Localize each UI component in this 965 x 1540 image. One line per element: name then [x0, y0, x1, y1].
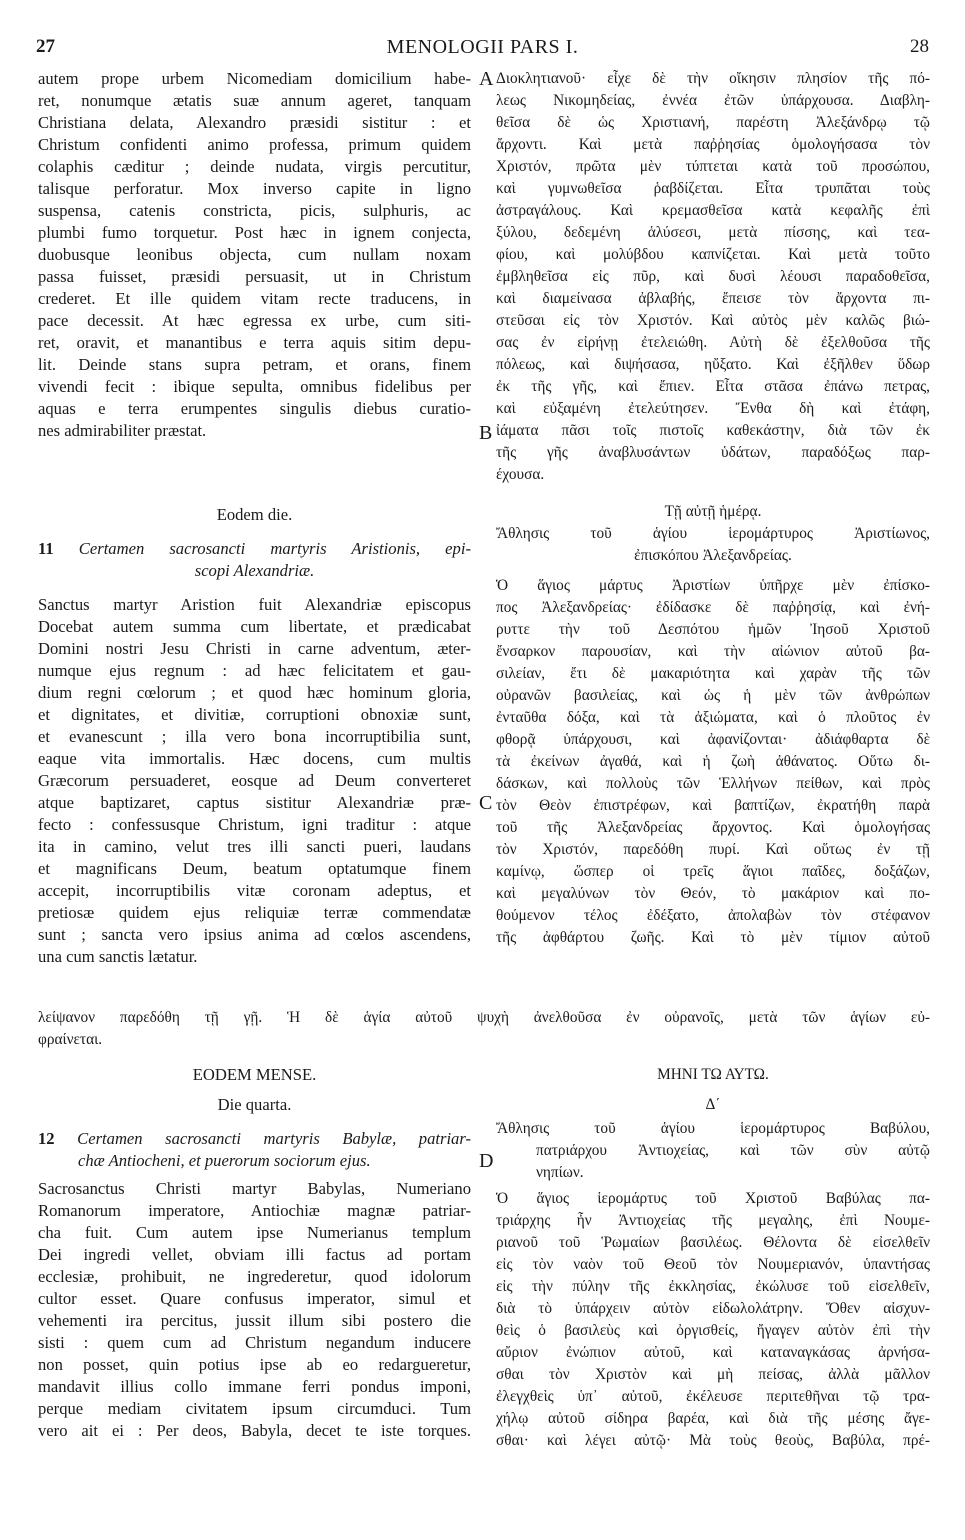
text-line: καὶ γυμνωθεῖσα ῥαβδίζεται. Εἶτα τρυπᾶται τοὺς [496, 180, 930, 197]
latin-paragraph-3 [38, 1178, 471, 1442]
text-line: pretiosæ quidem ejus reliquiæ terræ commendatæ [38, 903, 471, 922]
text-line: Docebat autem summa cum libertate, et prædicabat [38, 617, 471, 636]
text-line: ἰάματα πᾶσι τοῖς πιστοῖς καθεκάστην, διὰ τῶν ἐκ [496, 422, 930, 439]
text-line: ἐκ τῆς γῆς, καὶ ἔπιεν. Εἶτα στᾶσα ἐπάνω πετρας, [496, 378, 930, 395]
text-line: dium regni cœlorum ; et quod hæc hominum gloria, [38, 683, 471, 702]
text-line: Dei ingredi vellet, obviam illi factus ad portam [38, 1245, 471, 1264]
greek-spanning-line: φραίνεται. [38, 1031, 103, 1048]
text-line: θεῖσα δὲ ὡς Χριστιανή, παρέστη Ἀλεξάνδρῳ τῷ [496, 114, 930, 131]
text-line: nes admirabiliter præstat. [38, 421, 207, 440]
right-page-number: 28 [910, 36, 929, 57]
text-line: plumbi fumo torquetur. Post hæc in ignem conjecta, [38, 223, 471, 242]
running-header [36, 36, 929, 62]
text-line: ριανοῦ τοῦ Ῥωμαίων βασιλέως. Θέλοντα δὲ εἰσελθεῖν [496, 1234, 930, 1251]
greek-paragraph-1 [496, 68, 930, 486]
text-line: crederet. Et ille quidem vitam recte traducens, in [38, 289, 471, 308]
latin-paragraph-1 [38, 68, 471, 442]
text-line: στεῦσαι εἰς τὸν Χριστόν. Καὶ αὐτὸς μὲν καλῶς βιώ- [496, 312, 930, 329]
text-line: τὸν Θεὸν ἐπιστρέφων, καὶ βαπτίζων, ἐκρατήθη παρὰ [496, 797, 930, 814]
text-line: ἐμβληθεῖσα εἰς πῦρ, καὶ δυσὶ λέουσι παραδοθεῖσα, [496, 268, 930, 285]
text-line: Christum confidenti animo professa, primum quidem [38, 135, 471, 154]
text-line: una cum sanctis lætatur. [38, 947, 198, 966]
text-line: mandavit illius collo immane ferri pondus imponi, [38, 1377, 471, 1396]
section-number: 12 [38, 1129, 55, 1148]
latin-eodem-die-heading: Eodem die. [216, 505, 293, 524]
text-line: Romanorum imperatore, Antiochiæ magnæ patriar- [38, 1201, 471, 1220]
section-title-line: Certamen sacrosancti martyris Babylæ, patriar- [77, 1129, 471, 1148]
text-line: lit. Deinde stans supra petram, et orans, finem [38, 355, 471, 374]
latin-die-quarta-heading: Die quarta. [217, 1095, 292, 1114]
text-line: numque ejus regnum : ad hæc felicitatem et gau- [38, 661, 471, 680]
text-line: θούμενον τέλος ἐδέξατο, ἀπολαβὼν τὸν στέφανον [496, 907, 930, 924]
text-line: φθορᾷ ὑπάρχουσι, καὶ ἀφανίζονται· ἀδιάφθαρτα δὲ [496, 731, 930, 748]
text-line: Ὁ ἅγιος ἱερομάρτυς τοῦ Χριστοῦ Βαβύλας πα- [496, 1190, 930, 1207]
text-line: τοῦ τῆς Ἀλεξανδρείας ἄρχοντος. Καὶ ὁμολογήσας [496, 819, 930, 836]
section-title-line: νηπίων. [536, 1164, 584, 1181]
text-line: Ὁ ἅγιος μάρτυς Ἀριστίων ὑπῆρχε μὲν ἐπίσκο- [496, 577, 930, 594]
section-title-line: Ἄθλησις τοῦ ἁγίου ἱερομάρτυρος Ἀριστίωνος, [496, 525, 930, 542]
text-line: φίου, καὶ μολύβδου καπνίζεται. Καὶ μετὰ τοῦτο [496, 246, 930, 263]
text-line: non posset, quin potius ipse ab eo redargueretur, [38, 1355, 471, 1374]
text-line: colaphis cæditur ; deinde nudata, virgis percutitur, [38, 157, 471, 176]
text-line: atque baptizaret, captus sistitur Alexandriæ præ- [38, 793, 471, 812]
text-line: Χριστόν, πρῶτα μὲν τύπτεται κατὰ τοῦ προσώπου, [496, 158, 930, 175]
text-line: cha fuit. Cum autem ipse Numerianus templum [38, 1223, 471, 1242]
text-line: ita in camino, velut tres illi sancti pueri, laudans [38, 837, 471, 856]
latin-eodem-mense-heading: EODEM MENSE. [192, 1065, 317, 1084]
text-line: θεὶς ὁ βασιλεὺς καὶ ὀργισθείς, ἤγαγεν αὐτὸν ἐπὶ τὴν [496, 1322, 930, 1339]
text-line: ret, oravit, et manantibus e terra aquis sitim depu- [38, 333, 471, 352]
text-line: Sanctus martyr Aristion fuit Alexandriæ episcopus [38, 595, 471, 614]
margin-letter-d: D [479, 1150, 494, 1172]
text-line: πόλεως, καὶ διψήσασα, ηὔξατο. Καὶ ἐξῆλθεν ὕδωρ [496, 356, 930, 373]
greek-spanning-line: λείψανον παρεδόθη τῇ γῇ. Ἡ δὲ ἁγία αὐτοῦ ψυχὴ ἀνελθοῦσα ἐν οὐρανοῖς, μετὰ τῶν ἁγίων εὐ- [38, 1009, 930, 1026]
latin-section-12-title [38, 1128, 471, 1172]
greek-die-quarta-heading: Δ΄ [705, 1096, 721, 1113]
greek-eodem-mense-heading: ΜΗΝΙ ΤΩ ΑΥΤΩ. [657, 1066, 769, 1083]
text-line: σας ἐν εἰρήνῃ ἐτελειώθη. Αὐτὴ δὲ ἐξελθοῦσα τῆς [496, 334, 930, 351]
text-line: αὔριον ἐνώπιον αὐτοῦ, καὶ καταναγκάσας ἀρνήσα- [496, 1344, 930, 1361]
text-line: talisque perforatur. Mox inverso capite in ligno [38, 179, 471, 198]
text-line: vehementi ira percitus, jussit illum sibi postero die [38, 1311, 471, 1330]
text-line: ecclesiæ, prohibuit, ne ingrederetur, quod idolorum [38, 1267, 471, 1286]
text-line: Διοκλητιανοῦ· εἶχε δὲ τὴν οἴκησιν πλησίον τῆς πό- [496, 70, 930, 87]
text-line: ἄρχοντι. Καὶ μετὰ παῤῥησίας ὁμολογήσασα τὸν [496, 136, 930, 153]
latin-paragraph-2 [38, 594, 471, 968]
text-line: τῆς γῆς ἀναβλυσάντων ὑδάτων, παραδόξως παρ- [496, 444, 930, 461]
text-line: duobusque leonibus objecta, cum nullam noxam [38, 245, 471, 264]
text-line: ρυττε τὴν τοῦ Δεσπότου ἡμῶν Ἰησοῦ Χριστοῦ [496, 621, 930, 638]
text-line: τὸν Χριστόν, παρεδόθη πυρί. Καὶ οὕτως ἐν τῇ [496, 841, 930, 858]
text-line: ret, nonumque ætatis suæ annum ageret, tanquam [38, 91, 471, 110]
text-line: ἀστραγάλους. Καὶ κρεμασθεῖσα κατὰ κεφαλῆς ἐπὶ [496, 202, 930, 219]
text-line: suspensa, catenis constricta, picis, sulphuris, ac [38, 201, 471, 220]
margin-letter-c: C [479, 792, 493, 814]
section-title-line: Ἄθλησις τοῦ ἁγίου ἱερομάρτυρος Βαβύλου, [496, 1120, 930, 1137]
text-line: οὐρανῶν βασιλείας, καὶ ὡς ἡ μὲν τῶν ἀνθρώπων [496, 687, 930, 704]
section-title-line: πατριάρχου Ἀντιοχείας, καὶ τῶν σὺν αὐτῷ [536, 1142, 930, 1159]
text-line: δάσκων, καὶ πολλοὺς τῶν Ἑλλήνων πείθων, καὶ πρὸς [496, 775, 930, 792]
latin-section-11-title [38, 538, 471, 582]
text-line: καὶ διαμείνασα ἀβλαβής, ἔπεισε τὸν ἄρχοντα πι- [496, 290, 930, 307]
text-line: καμίνῳ, ὥσπερ οἱ τρεῖς ἅγιοι παῖδες, δοξάζων, [496, 863, 930, 880]
greek-paragraph-2 [496, 575, 930, 949]
text-line: aquas e terra erumpentes singulis diebus curatio- [38, 399, 471, 418]
text-line: et dignitates, et divitiæ, corruptioni obnoxiæ sunt, [38, 705, 471, 724]
text-line: ἐλεγχθεὶς ὑπ᾽ αὐτοῦ, ἐκέλευσε περιτεθῆναι τῷ τρα- [496, 1388, 930, 1405]
text-line: vivendi fecit : ibique sepulta, omnibus fidelibus per [38, 377, 471, 396]
text-line: Græcorum persuaderet, eosque ad Deum converteret [38, 771, 471, 790]
text-line: Domini nostri Jesu Christi in carne adventum, æter- [38, 639, 471, 658]
text-line: cultor esset. Quare confusus imperator, simul et [38, 1289, 471, 1308]
margin-letter-a: A [479, 68, 494, 90]
text-line: Sacrosanctus Christi martyr Babylas, Numeriano [38, 1179, 471, 1198]
greek-column [496, 68, 930, 949]
text-line: έχουσα. [496, 466, 545, 483]
text-line: λεως Νικομηδείας, ἐννέα ἐτῶν ὑπάρχουσα. Διαβλη- [496, 92, 930, 109]
text-line: ξύλου, δεδεμένη ἁλύσεσι, μετὰ πίσσης, καὶ τεα- [496, 224, 930, 241]
section-number: 11 [38, 539, 54, 558]
section-title-line: chæ Antiocheni, et puerorum sociorum ejus. [78, 1151, 371, 1170]
section-title-line: ἐπισκόπου Ἀλεξανδρείας. [634, 547, 792, 564]
text-line: τὰ ἐκείνων ἀγαθά, καὶ ἡ ζωὴ ἀθάνατος. Οὕτω δι- [496, 753, 930, 770]
text-line: ἔνσαρκον παρουσίαν, καὶ τὴν αἰώνιον αὐτοῦ βα- [496, 643, 930, 660]
text-line: et magnificans Deum, beatum optatumque finem [38, 859, 471, 878]
text-line: et evanescunt ; illa vero bona incorruptibilia sunt, [38, 727, 471, 746]
margin-letter-b: B [479, 422, 493, 444]
section-title-line: Certamen sacrosancti martyris Aristionis, epi- [78, 539, 471, 558]
text-line: perque mediam civitatem ipsum circumduci. Tum [38, 1399, 471, 1418]
section-title-line: scopi Alexandriæ. [194, 561, 315, 580]
text-line: vero ait ei : Per deos, Babyla, decet te iste torques. [38, 1421, 471, 1440]
greek-section-12-title [496, 1118, 930, 1184]
text-line: eaque vita immortalis. Hæc docens, cum multis [38, 749, 471, 768]
running-title: MENOLOGII PARS I. [386, 36, 579, 58]
text-line: πος Ἀλεξανδρείας· ἐδίδασκε δὲ παῤῥησίᾳ, καὶ ἐνή- [496, 599, 930, 616]
text-line: ἐνταῦθα δόξα, καὶ τὰ ἀξιώματα, καὶ ὁ πλοῦτος ἐν [496, 709, 930, 726]
latin-column-lower [38, 1064, 471, 1442]
text-line: sunt ; sancta vero ipsius anima ad cœlos ascendens, [38, 925, 471, 944]
text-line: σιλείαν, ἔτι δὲ μακαριότητα καὶ χαρὰν τῆς τῶν [496, 665, 930, 682]
text-line: sisti : quem cum ad Christum negandum inducere [38, 1333, 471, 1352]
greek-section-11-title [496, 523, 930, 567]
text-line: accepit, incorruptibilis vitæ coronam adeptus, et [38, 881, 471, 900]
greek-column-lower [496, 1064, 930, 1452]
text-line: τῆς ἀφθάρτου ζωῆς. Καὶ τὸ μὲν τίμιον αὐτοῦ [496, 929, 930, 946]
left-page-number: 27 [36, 36, 55, 57]
greek-eodem-die-heading: Τῇ αὐτῇ ἡμέρᾳ. [664, 503, 762, 520]
text-line: εἰς τὴν πύλην τῆς ἐκκλησίας, ἐκώλυσε τοῦ εἰσελθεῖν, [496, 1278, 930, 1295]
greek-paragraph-3 [496, 1188, 930, 1452]
text-line: pace decessit. At hæc egressa ex urbe, cum siti- [38, 311, 471, 330]
text-line: χήλῳ αὐτοῦ σίδηρα βαρέα, καὶ διὰ τῆς μέσης ἄγε- [496, 1410, 930, 1427]
text-line: εἰς τὸν ναὸν τοῦ Θεοῦ τὸν Νουμεριανόν, ὑπαντήσας [496, 1256, 930, 1273]
latin-column [38, 68, 471, 968]
text-line: fecto : confessusque Christum, igni traditur : atque [38, 815, 471, 834]
text-line: σθαι τὸν Χριστὸν καὶ μὴ πείσας, ἀλλὰ μᾶλλον [496, 1366, 930, 1383]
text-line: διὰ τὸ ὑπάρχειν αὐτὸν εἰδωλολάτρην. Ὅθεν αἰσχυν- [496, 1300, 930, 1317]
text-line: καὶ εὐξαμένη ἐτελεύτησεν. Ἔνθα δὴ καὶ ἐτάφη, [496, 400, 930, 417]
text-line: τριάρχης ἦν Ἀντιοχείας τῆς μεγαλης, ἐπὶ Νουμε- [496, 1212, 930, 1229]
text-line: καὶ μεγαλύνων τὸν Θεόν, τὸ μακάριον καὶ πο- [496, 885, 930, 902]
text-line: Christiana delata, Alexandro præsidi sistitur : et [38, 113, 471, 132]
text-line: passa fuisset, præsidi persuasit, ut in Christum [38, 267, 471, 286]
text-line: σθαι· καὶ λέγει αὐτῷ· Μὰ τοὺς θεοὺς, Βαβύλα, πρέ- [496, 1432, 930, 1449]
text-line: autem prope urbem Nicomediam domicilium habe- [38, 69, 471, 88]
